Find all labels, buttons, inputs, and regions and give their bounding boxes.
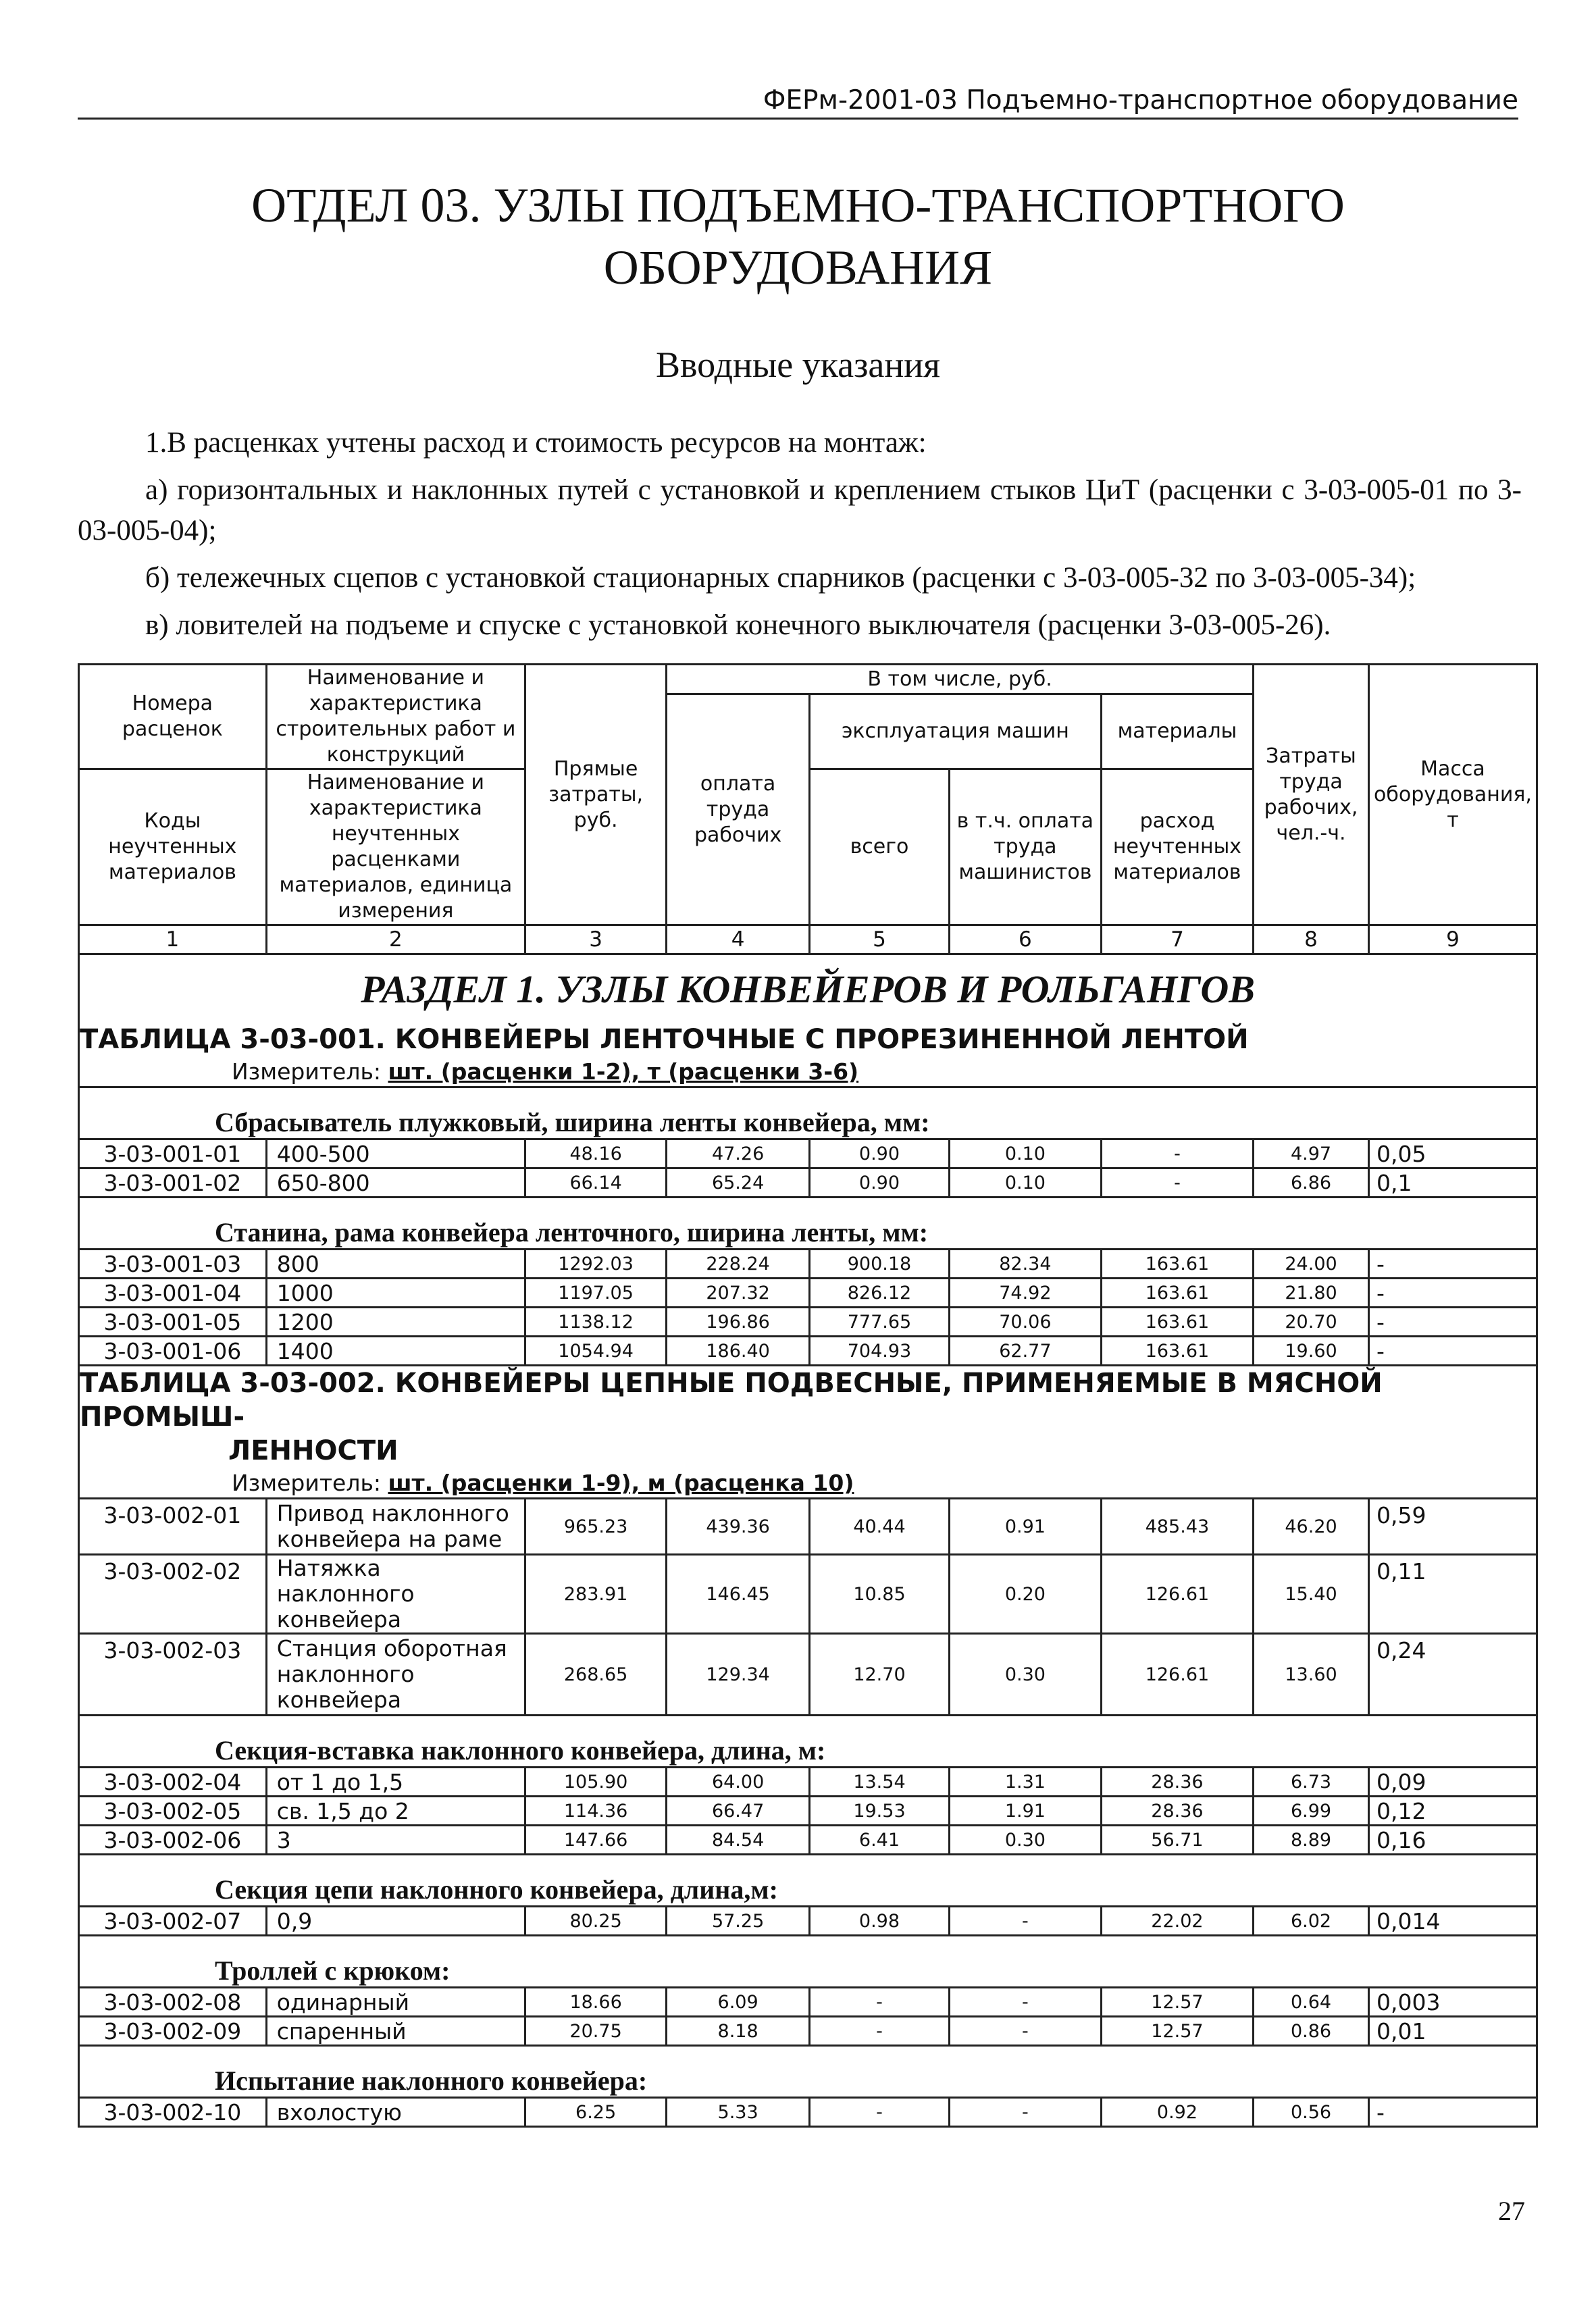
group-heading: Испытание наклонного конвейера: (79, 2046, 1537, 2098)
machinist-pay: 0.91 (949, 1499, 1101, 1555)
col-number: 8 (1254, 925, 1369, 954)
intro-item-a: а) горизонтальных и наклонных путей с установкой и креплением стыков ЦиТ (расценки с 3-03-005-01 по 3-03-005-04); (78, 474, 1522, 546)
labor-hours: 4.97 (1254, 1139, 1369, 1168)
direct-cost: 1138.12 (525, 1308, 667, 1337)
equipment-mass: 0,014 (1368, 1907, 1537, 1936)
rate-name: Привод наклонного конвейера на раме (266, 1499, 525, 1555)
rate-code: 3-03-002-09 (79, 2017, 267, 2046)
rate-name: спаренный (266, 2017, 525, 2046)
labor-pay: 66.47 (667, 1797, 810, 1826)
rate-code: 3-03-002-08 (79, 1988, 267, 2017)
labor-hours: 15.40 (1254, 1555, 1369, 1634)
machinist-pay: 62.77 (949, 1337, 1101, 1366)
equipment-mass: - (1368, 1308, 1537, 1337)
direct-cost: 80.25 (525, 1907, 667, 1936)
table-row (79, 1988, 1537, 2017)
rate-name: Станция оборотная наклонного конвейера (266, 1634, 525, 1716)
materials: 28.36 (1101, 1797, 1253, 1826)
direct-cost: 114.36 (525, 1797, 667, 1826)
measure-label: Измеритель: (232, 1058, 388, 1085)
materials: 126.61 (1101, 1555, 1253, 1634)
table-row (79, 1797, 1537, 1826)
table-row (79, 1250, 1537, 1279)
rate-code: 3-03-002-06 (79, 1826, 267, 1855)
materials: 163.61 (1101, 1250, 1253, 1279)
col5-header: всего (810, 769, 950, 925)
labor-pay: 8.18 (667, 2017, 810, 2046)
machines-total: 19.53 (810, 1797, 950, 1826)
page-number: 27 (1498, 2196, 1525, 2226)
machines-total: - (810, 2017, 950, 2046)
intro-item-b: б) тележечных сцепов с установкой стационарных спарников (расценки с 3-03-005-32 по 3-03-005-34); (145, 562, 1416, 594)
rate-code: 3-03-002-07 (79, 1907, 267, 1936)
machinist-pay: 0.10 (949, 1168, 1101, 1198)
labor-pay: 5.33 (667, 2098, 810, 2127)
measure-unit (79, 1468, 1537, 1499)
rate-name: 0,9 (266, 1907, 525, 1936)
labor-hours: 20.70 (1254, 1308, 1369, 1337)
table-row (79, 2098, 1537, 2127)
rates-table (78, 663, 1538, 2128)
measure-unit (79, 1056, 1537, 1087)
group-2-top (79, 1499, 1537, 1716)
col1-header-b: Коды неучтенных материалов (79, 769, 267, 925)
direct-cost: 20.75 (525, 2017, 667, 2046)
labor-hours: 21.80 (1254, 1279, 1369, 1308)
table-title-line-1: ТАБЛИЦА 3-03-002. КОНВЕЙЕРЫ ЦЕПНЫЕ ПОДВЕСНЫЕ, ПРИМЕНЯЕМЫЕ В МЯСНОЙ ПРОМЫШ- (80, 1368, 1383, 1433)
direct-cost: 48.16 (525, 1139, 667, 1168)
equipment-mass: 0,003 (1368, 1988, 1537, 2017)
table-row (79, 1279, 1537, 1308)
column-numbers-row (79, 925, 1537, 954)
incl-header: В том числе, руб. (667, 665, 1254, 694)
col1-header-a: Номера расценок (79, 665, 267, 769)
machines-total: 13.54 (810, 1768, 950, 1797)
equipment-mass: - (1368, 1337, 1537, 1366)
machines-total: 0.90 (810, 1139, 950, 1168)
group-1-1 (79, 1087, 1537, 1198)
rate-name: вхолостую (266, 2098, 525, 2127)
measure-value: шт. (расценки 1-2), т (расценки 3-6) (388, 1058, 859, 1085)
labor-hours: 6.02 (1254, 1907, 1369, 1936)
materials: 163.61 (1101, 1279, 1253, 1308)
rate-name: 650-800 (266, 1168, 525, 1198)
group-heading: Троллей с крюком: (79, 1936, 1537, 1988)
labor-pay: 65.24 (667, 1168, 810, 1198)
col-number: 9 (1368, 925, 1537, 954)
machinist-pay: - (949, 2098, 1101, 2127)
machinist-pay: 82.34 (949, 1250, 1101, 1279)
labor-pay: 57.25 (667, 1907, 810, 1936)
machines-total: 10.85 (810, 1555, 950, 1634)
equipment-mass: 0,01 (1368, 2017, 1537, 2046)
direct-cost: 283.91 (525, 1555, 667, 1634)
col2-header-b: Наименование и характеристика неучтенных расценками материалов, единица измерения (266, 769, 525, 925)
table-row (79, 1139, 1537, 1168)
machinist-pay: 0.20 (949, 1555, 1101, 1634)
direct-cost: 147.66 (525, 1826, 667, 1855)
equipment-mass: 0,09 (1368, 1768, 1537, 1797)
labor-hours: 6.86 (1254, 1168, 1369, 1198)
col-number: 3 (525, 925, 667, 954)
labor-pay: 439.36 (667, 1499, 810, 1555)
rate-code: 3-03-002-04 (79, 1768, 267, 1797)
labor-pay: 196.86 (667, 1308, 810, 1337)
rate-name: 1200 (266, 1308, 525, 1337)
group-1-2 (79, 1198, 1537, 1366)
machines-total: 900.18 (810, 1250, 950, 1279)
equipment-mass: - (1368, 1250, 1537, 1279)
machines-header: эксплуатация машин (810, 694, 1102, 769)
group-2-4 (79, 2046, 1537, 2127)
measure-value: шт. (расценки 1-9), м (расценка 10) (388, 1469, 854, 1496)
labor-pay: 207.32 (667, 1279, 810, 1308)
table-row (79, 1768, 1537, 1797)
col-number: 6 (949, 925, 1101, 954)
intro-paragraph: 1.В расценках учтены расход и стоимость ресурсов на монтаж: (145, 427, 927, 459)
title-line-1: ОТДЕЛ 03. УЗЛЫ ПОДЪЕМНО-ТРАНСПОРТНОГО (251, 178, 1345, 232)
rate-code: 3-03-002-01 (79, 1499, 267, 1555)
group-heading: Сбрасыватель плужковый, ширина ленты конвейера, мм: (79, 1087, 1537, 1139)
labor-pay: 84.54 (667, 1826, 810, 1855)
rate-name: 400-500 (266, 1139, 525, 1168)
equipment-mass: 0,12 (1368, 1797, 1537, 1826)
intro-text (78, 423, 1522, 646)
labor-hours: 0.56 (1254, 2098, 1369, 2127)
equipment-mass: - (1368, 2098, 1537, 2127)
machines-total: - (810, 2098, 950, 2127)
labor-hours: 0.64 (1254, 1988, 1369, 2017)
direct-cost: 1292.03 (525, 1250, 667, 1279)
materials: 12.57 (1101, 2017, 1253, 2046)
direct-cost: 6.25 (525, 2098, 667, 2127)
table-row (79, 1634, 1537, 1716)
materials: 163.61 (1101, 1308, 1253, 1337)
group-heading: Секция цепи наклонного конвейера, длина,м: (79, 1855, 1537, 1907)
table-row (79, 1499, 1537, 1555)
col3-header: Прямые затраты, руб. (525, 665, 667, 925)
rate-code: 3-03-002-05 (79, 1797, 267, 1826)
group-2-1 (79, 1716, 1537, 1855)
materials: 22.02 (1101, 1907, 1253, 1936)
machinist-pay: 0.30 (949, 1634, 1101, 1716)
table-row (79, 1907, 1537, 1936)
materials-header: материалы (1101, 694, 1253, 769)
rate-code: 3-03-001-01 (79, 1139, 267, 1168)
table-row (79, 1826, 1537, 1855)
equipment-mass: 0,16 (1368, 1826, 1537, 1855)
materials: - (1101, 1139, 1253, 1168)
equipment-mass: 0,11 (1368, 1555, 1537, 1634)
machinist-pay: 0.10 (949, 1139, 1101, 1168)
table-title-3-03-002 (79, 1366, 1537, 1468)
rate-name: от 1 до 1,5 (266, 1768, 525, 1797)
measure-label: Измеритель: (232, 1469, 388, 1496)
machinist-pay: 70.06 (949, 1308, 1101, 1337)
page-title (78, 174, 1518, 299)
table-row (79, 1168, 1537, 1198)
machinist-pay: 1.31 (949, 1768, 1101, 1797)
labor-hours: 6.99 (1254, 1797, 1369, 1826)
col8-header: Затраты труда рабочих, чел.-ч. (1254, 665, 1369, 925)
direct-cost: 66.14 (525, 1168, 667, 1198)
labor-pay: 64.00 (667, 1768, 810, 1797)
rate-code: 3-03-002-02 (79, 1555, 267, 1634)
labor-hours: 46.20 (1254, 1499, 1369, 1555)
materials: 0.92 (1101, 2098, 1253, 2127)
machines-total: - (810, 1988, 950, 2017)
section-heading: РАЗДЕЛ 1. УЗЛЫ КОНВЕЙЕРОВ И РОЛЬГАНГОВ (79, 954, 1537, 1023)
rate-code: 3-03-001-06 (79, 1337, 267, 1366)
rate-name: Натяжка наклонного конвейера (266, 1555, 525, 1634)
equipment-mass: 0,1 (1368, 1168, 1537, 1198)
rate-name: 1400 (266, 1337, 525, 1366)
rate-code: 3-03-001-02 (79, 1168, 267, 1198)
machines-total: 704.93 (810, 1337, 950, 1366)
machines-total: 777.65 (810, 1308, 950, 1337)
equipment-mass: 0,05 (1368, 1139, 1537, 1168)
rate-name: 3 (266, 1826, 525, 1855)
labor-pay: 6.09 (667, 1988, 810, 2017)
direct-cost: 1054.94 (525, 1337, 667, 1366)
equipment-mass: 0,59 (1368, 1499, 1537, 1555)
rate-name: 1000 (266, 1279, 525, 1308)
intro-item-c: в) ловителей на подъеме и спуске с установкой конечного выключателя (расценки 3-03-005-26). (145, 609, 1331, 641)
equipment-mass: - (1368, 1279, 1537, 1308)
group-heading: Станина, рама конвейера ленточного, ширина ленты, мм: (79, 1198, 1537, 1250)
direct-cost: 965.23 (525, 1499, 667, 1555)
machines-total: 0.90 (810, 1168, 950, 1198)
rate-code: 3-03-001-04 (79, 1279, 267, 1308)
table-row (79, 1555, 1537, 1634)
section-subtitle: Вводные указания (655, 344, 941, 385)
rate-code: 3-03-002-10 (79, 2098, 267, 2127)
machinist-pay: - (949, 1907, 1101, 1936)
direct-cost: 1197.05 (525, 1279, 667, 1308)
machines-total: 12.70 (810, 1634, 950, 1716)
labor-pay: 146.45 (667, 1555, 810, 1634)
col2-header-a: Наименование и характеристика строительных работ и конструкций (266, 665, 525, 769)
title-line-2: ОБОРУДОВАНИЯ (603, 240, 993, 294)
table-row (79, 1337, 1537, 1366)
col-number: 2 (266, 925, 525, 954)
materials: 56.71 (1101, 1826, 1253, 1855)
col-number: 1 (79, 925, 267, 954)
rate-name: 800 (266, 1250, 525, 1279)
labor-pay: 228.24 (667, 1250, 810, 1279)
rate-name: одинарный (266, 1988, 525, 2017)
col-number: 4 (667, 925, 810, 954)
rate-code: 3-03-002-03 (79, 1634, 267, 1716)
col9-header: Масса оборудования, т (1368, 665, 1537, 925)
labor-pay: 186.40 (667, 1337, 810, 1366)
machines-total: 40.44 (810, 1499, 950, 1555)
col-number: 5 (810, 925, 950, 954)
group-heading: Секция-вставка наклонного конвейера, длина, м: (79, 1716, 1537, 1768)
direct-cost: 105.90 (525, 1768, 667, 1797)
group-2-2 (79, 1855, 1537, 1936)
materials: 163.61 (1101, 1337, 1253, 1366)
rate-code: 3-03-001-05 (79, 1308, 267, 1337)
labor-hours: 8.89 (1254, 1826, 1369, 1855)
materials: 28.36 (1101, 1768, 1253, 1797)
direct-cost: 268.65 (525, 1634, 667, 1716)
materials: 12.57 (1101, 1988, 1253, 2017)
machines-total: 6.41 (810, 1826, 950, 1855)
materials: - (1101, 1168, 1253, 1198)
labor-hours: 0.86 (1254, 2017, 1369, 2046)
materials: 126.61 (1101, 1634, 1253, 1716)
labor-hours: 19.60 (1254, 1337, 1369, 1366)
running-header: ФЕРм-2001-03 Подъемно-транспортное оборудование (78, 86, 1518, 120)
labor-hours: 13.60 (1254, 1634, 1369, 1716)
group-2-3 (79, 1936, 1537, 2046)
rate-code: 3-03-001-03 (79, 1250, 267, 1279)
rate-name: св. 1,5 до 2 (266, 1797, 525, 1826)
col6-header: в т.ч. оплата труда машинистов (949, 769, 1101, 925)
labor-pay: 129.34 (667, 1634, 810, 1716)
table-row (79, 1308, 1537, 1337)
col-number: 7 (1101, 925, 1253, 954)
labor-pay: 47.26 (667, 1139, 810, 1168)
machines-total: 826.12 (810, 1279, 950, 1308)
machines-total: 0.98 (810, 1907, 950, 1936)
equipment-mass: 0,24 (1368, 1634, 1537, 1716)
col4-header: оплата труда рабочих (667, 694, 810, 925)
col7-header: расход неучтенных материалов (1101, 769, 1253, 925)
materials: 485.43 (1101, 1499, 1253, 1555)
machinist-pay: - (949, 2017, 1101, 2046)
table-row (79, 2017, 1537, 2046)
labor-hours: 6.73 (1254, 1768, 1369, 1797)
machinist-pay: 0.30 (949, 1826, 1101, 1855)
labor-hours: 24.00 (1254, 1250, 1369, 1279)
table-title-line-2: ЛЕННОСТИ (228, 1435, 398, 1466)
direct-cost: 18.66 (525, 1988, 667, 2017)
machinist-pay: - (949, 1988, 1101, 2017)
table-title-3-03-001: ТАБЛИЦА 3-03-001. КОНВЕЙЕРЫ ЛЕНТОЧНЫЕ С ПРОРЕЗИНЕННОЙ ЛЕНТОЙ (79, 1023, 1537, 1056)
machinist-pay: 1.91 (949, 1797, 1101, 1826)
machinist-pay: 74.92 (949, 1279, 1101, 1308)
